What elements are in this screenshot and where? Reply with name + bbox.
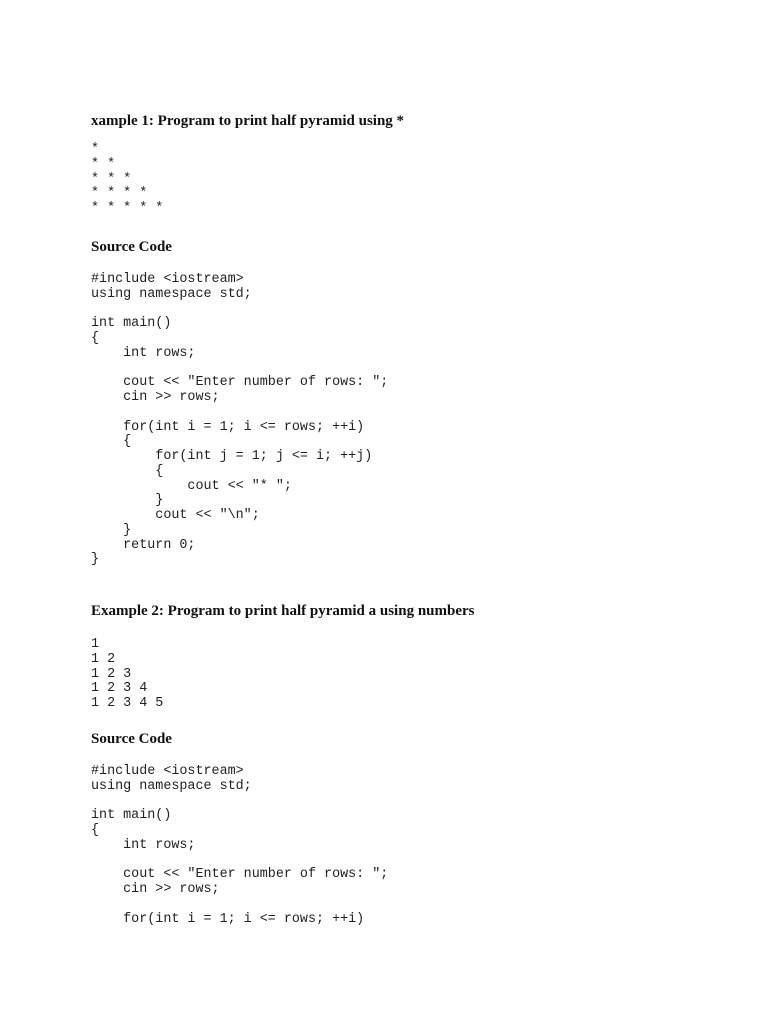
text-line: { [91,463,164,479]
text-line [91,362,388,377]
example1-source-heading: Source Code [91,239,172,255]
text-line: * * * [91,171,132,187]
text-line: return 0; [91,537,196,553]
text-line: { [91,434,132,450]
text-line: } [91,522,132,538]
text-line: 1 2 3 4 [91,681,148,697]
text-line: for(int i = 1; i <= rows; ++i) [91,911,365,927]
text-line: #include <iostream> [91,764,244,779]
example1-title: xample 1: Program to print half pyramid using * [91,113,405,129]
text-line: { [91,331,100,346]
text-line: cout << "Enter number of rows: "; [91,375,389,391]
text-line: * * [91,156,116,172]
text-line [91,795,388,810]
text-line: cin >> rows; [91,390,220,405]
text-line: using namespace std; [91,286,252,302]
text-line: } [91,493,164,509]
text-line: cout << "* "; [91,478,292,494]
example2-title: Example 2: Program to print half pyramid a using numbers [91,603,475,619]
text-line: 1 2 [91,651,116,667]
text-line: { [91,823,100,838]
text-line: cout << "Enter number of rows: "; [91,867,389,883]
text-line: int rows; [91,837,196,853]
text-line: for(int i = 1; i <= rows; ++i) [91,419,365,435]
text-line: using namespace std; [91,778,252,794]
text-line: for(int j = 1; j <= i; ++j) [91,449,373,464]
text-line: cin >> rows; [91,882,220,897]
text-line: #include <iostream> [91,272,244,287]
text-line [91,854,388,869]
text-line: int main() [91,808,172,824]
text-line: int main() [91,316,172,332]
text-line: int rows; [91,345,196,361]
example2-source-heading: Source Code [91,731,172,747]
text-line: 1 2 3 [91,666,132,682]
example2-output [91,638,163,712]
example2-code [91,765,388,927]
example1-code [91,273,388,568]
text-line: 1 [91,637,100,652]
text-line: * * * * * [91,201,164,216]
text-line: cout << "\n"; [91,508,260,523]
text-line: 1 2 3 4 5 [91,696,164,711]
text-line: } [91,552,100,568]
text-line [91,303,388,318]
example1-output [91,143,163,217]
text-line: * [91,142,100,157]
text-line [91,406,388,421]
text-line [91,898,388,913]
text-line: * * * * [91,186,148,202]
